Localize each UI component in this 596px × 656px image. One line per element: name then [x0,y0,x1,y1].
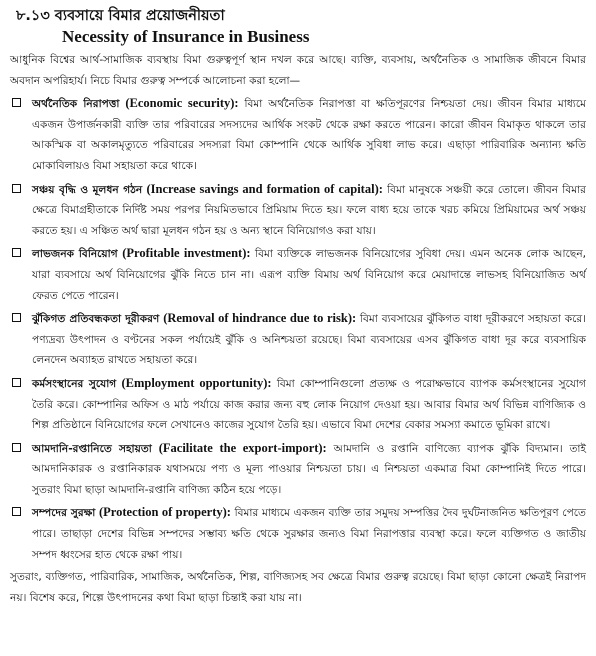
item-english-term: (Economic security): [125,96,239,111]
item-text: বিমা কোম্পানিগুলো প্রত্যক্ষ ও পরোক্ষভাবে ব্যাপক কর্মসংস্থানের সুযোগ তৈরি করে। কোম্পানির অফিস ও মাঠ পর্যায়ে কাজ করার জন্য বহু লোক নিয়োগ দেওয়া হয়। আবার বিমার অর্থ বিভিন্ন বাণিজ্যিক ও শিল্প প্রতিষ্ঠানে বিনিয়োগের ফলে সেখানেও কাজের সুযোগ তৈরি হয়। এভাবে বিমা দেশের বেকার সমস্যা কমাতে ভূমিকা রাখে। [32,377,586,432]
item-term: অর্থনৈতিক নিরাপত্তা [32,98,120,111]
item-text: বিমার মাধ্যমে একজন ব্যক্তি তার সমুদয় সম্পত্তির দৈব দুর্ঘটনাজনিত ক্ষতিপূরণ পেতে পারে। তাছাড়া দেশের বিভিন্ন সম্পদের সম্ভাব্য ক্ষতি থেকে সুরক্ষার জন্যও বিমা নিরাপত্তার ব্যবস্থা করে। ফলে ব্যক্তিগত ও জাতীয় সম্পদ ধ্বংসের হাত থেকে রক্ষা পায়। [32,507,586,561]
checkbox-bullet-icon [12,184,21,193]
list-item-profitable-investment [10,243,586,306]
section-heading: ৮.১৩ ব্যবসায়ে বিমার প্রয়োজনীয়তা [16,8,225,24]
item-term: লাভজনক বিনিয়োগ [32,248,118,261]
checkbox-bullet-icon [12,507,21,516]
section-subheading: Necessity of Insurance in Business [62,27,310,46]
checkbox-bullet-icon [12,443,21,452]
checkbox-bullet-icon [12,248,21,257]
list-item-employment [10,373,586,436]
list-item-property-protection [10,502,586,565]
item-paragraph [32,438,586,501]
checkbox-bullet-icon [12,378,21,387]
item-term: কর্মসংস্থানের সুযোগ [32,377,117,390]
list-item-economic-security [10,93,586,176]
item-paragraph [32,373,586,436]
item-term: ঝুঁকিগত প্রতিবন্ধকতা দূরীকরণ [32,313,160,326]
item-text: আমদানি ও রপ্তানি বাণিজ্যে ব্যাপক ঝুঁকি বিদ্যমান। তাই আমদানিকারক ও রপ্তানিকারক যথাসময়ে পণ্য ও মূল্য পাওয়ার নিশ্চয়তা চায়। এ নিশ্চয়তা একমাত্র বিমা কোম্পানিই দিতে পারে। সুতরাং বিমা ছাড়া আমদানি-রপ্তানি বাণিজ্য কঠিন হয়ে পড়ে। [32,442,586,496]
item-paragraph [32,179,586,242]
item-english-term: (Employment opportunity): [121,375,272,390]
item-paragraph [32,243,586,306]
checkbox-bullet-icon [12,98,21,107]
intro-paragraph: আধুনিক বিশ্বের আর্থ-সামাজিক ব্যবস্থায় বিমা গুরুত্বপূর্ণ স্থান দখল করে আছে। ব্যক্তি, ব্যবসায়, অর্থনৈতিক ও সামাজিক জীবনে বিমার অবদান অপরিহার্য। নিচে বিমার গুরুত্ব সম্পর্কে আলোচনা করা হলো— [10,54,586,87]
list-item-risk-removal [10,308,586,371]
item-term: আমদানি-রপ্তানিতে সহায়তা [32,442,152,455]
item-english-term: (Protection of property): [99,505,231,520]
item-paragraph [32,502,586,565]
item-text: বিমা মানুষকে সঞ্চয়ী করে তোলে। জীবন বিমার ক্ষেত্রে বিমাগ্রহীতাকে নির্দিষ্ট সময় পরপর নিয়মিতভাবে প্রিমিয়াম দিতে হয়। ফলে বাধ্য হয়ে তাকে খরচ কমিয়ে প্রিমিয়ামের অর্থ সঞ্চয় করতে হয়। এ সঞ্চিত অর্থ দ্বারা মূলধন গঠন হয় ও অন্য স্থানে বিনিয়োগও করা যায়। [32,183,586,237]
item-english-term: (Removal of hindrance due to risk): [163,311,357,326]
item-text: বিমা ব্যক্তিকে লাভজনক বিনিয়োগের সুবিধা দেয়। এমন অনেক লোক আছেন, যারা ব্যবসায়ে অর্থ বিনিয়োগের ঝুঁকি নিতে চান না। এরূপ ব্যক্তি বিমায় অর্থ বিনিয়োগ করে মেয়াদান্তে লাভসহ বিনিয়োজিত অর্থ ফেরত পেতে পারেন। [32,248,587,302]
conclusion-paragraph: সুতরাং, ব্যক্তিগত, পারিবারিক, সামাজিক, অর্থনৈতিক, শিল্প, বাণিজ্যসহ সব ক্ষেত্রে বিমার গুরুত্ব রয়েছে। বিমা ছাড়া কোনো ক্ষেত্রই নিরাপদ নয়। বিশেষ করে, শিল্পে উৎপাদনের কথা বিমা ছাড়া চিন্তাই করা যায় না। [10,571,586,604]
checkbox-bullet-icon [12,313,21,322]
item-english-term: (Increase savings and formation of capital): [146,181,383,196]
item-english-term: (Profitable investment): [122,246,251,261]
item-term: সম্পদের সুরক্ষা [32,507,96,520]
item-paragraph [32,308,586,371]
list-item-export-import [10,438,586,501]
item-paragraph [32,93,586,176]
item-text: বিমা অর্থনৈতিক নিরাপত্তা বা ক্ষতিপূরণের নিশ্চয়তা দেয়। জীবন বিমার মাধ্যমে একজন উপার্জনকারী ব্যক্তি তার পরিবারের সদস্যদের আর্থিক সংকট থেকে রক্ষা করতে পারেন। কারো জীবন বিমাকৃত থাকলে তার আকস্মিক বা অকালমৃত্যুতে পরিবারের সদস্যরা বিমা কোম্পানি থেকে আর্থিক সুবিধা লাভ করে। এছাড়া পারিবারিক অন্যান্য ক্ষতি মোকাবিলায়ও বিমা সহায়তা করে থাকে। [32,98,586,172]
list-item-savings-capital [10,179,586,242]
item-term: সঞ্চয় বৃদ্ধি ও মূলধন গঠন [32,183,143,196]
item-english-term: (Facilitate the export-import): [158,440,327,455]
item-text: বিমা ব্যবসায়ের ঝুঁকিগত বাধা দূরীকরণে সহায়তা করে। পণ্যদ্রব্য উৎপাদন ও বণ্টনের সকল পর্যায়েই ঝুঁকি ও অনিশ্চয়তা রয়েছে। বিমা ব্যবসায়ের এসব ঝুঁকিগত বাধা দূর করে ব্যবসায়িক লেনদেন অব্যাহত রাখতে সহায়তা করে। [32,313,586,367]
